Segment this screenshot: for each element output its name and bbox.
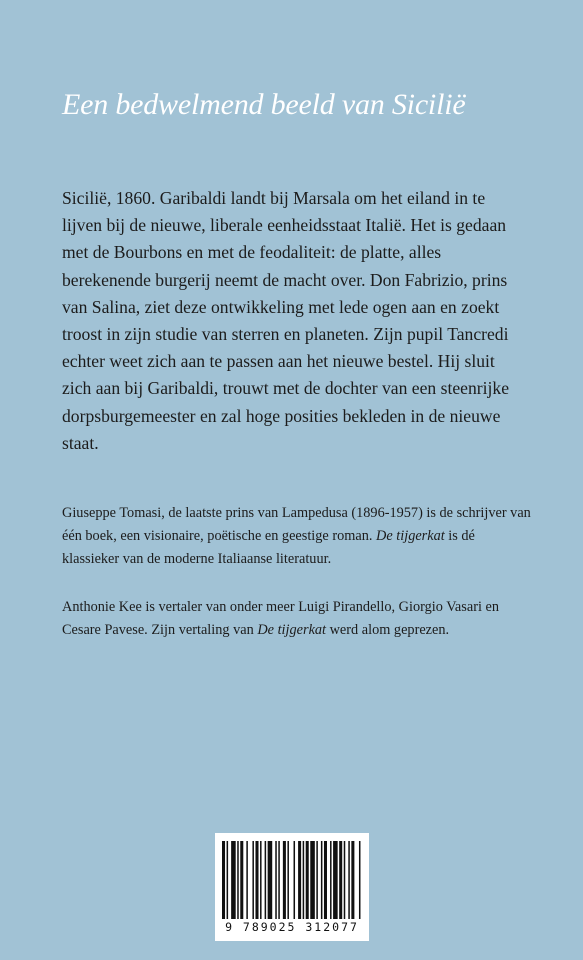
barcode-bar xyxy=(303,841,305,919)
barcode-bar xyxy=(231,841,236,919)
translator-bio xyxy=(62,596,532,642)
translator-bio-text: Anthonie Kee is vertaler van onder meer Luigi Pirandello, Giorgio Vasari en Cesare Pavese. Zijn vertaling van xyxy=(62,599,499,638)
author-bio-text-2: is dé klassieker van de moderne Italiaanse literatuur. xyxy=(62,528,475,567)
barcode-bar xyxy=(260,841,262,919)
barcode-bar xyxy=(227,841,229,919)
barcode-bar xyxy=(265,841,267,919)
isbn-number: 9 789025 312077 xyxy=(225,920,359,934)
barcode-bars-graphic xyxy=(222,841,362,919)
barcode-bar xyxy=(344,841,346,919)
barcode-bar xyxy=(310,841,315,919)
barcode-bar xyxy=(240,841,243,919)
barcode-bar xyxy=(278,841,280,919)
barcode-bar xyxy=(287,841,289,919)
barcode-bar xyxy=(268,841,273,919)
barcode-bar xyxy=(298,841,301,919)
book-title-italic: De tijgerkat xyxy=(376,528,445,544)
barcode-bar xyxy=(237,841,239,919)
translator-bio-text-2: werd alom geprezen. xyxy=(329,622,450,638)
barcode-bar xyxy=(222,841,225,919)
barcode-bar xyxy=(324,841,327,919)
barcode-bar xyxy=(333,841,338,919)
barcode-bar xyxy=(316,841,318,919)
isbn-barcode xyxy=(215,833,369,941)
barcode-bar xyxy=(348,841,350,919)
barcode-bar xyxy=(330,841,332,919)
barcode-bar xyxy=(321,841,323,919)
barcode-bar xyxy=(252,841,254,919)
book-title-italic-2: De tijgerkat xyxy=(257,622,327,638)
barcode-bar xyxy=(283,841,286,919)
barcode-bar xyxy=(339,841,342,919)
author-bio xyxy=(62,502,532,571)
barcode-bar xyxy=(351,841,354,919)
cover-title: Een bedwelmend beeld van Sicilië xyxy=(62,88,466,121)
barcode-bar xyxy=(294,841,296,919)
barcode-bar xyxy=(359,841,361,919)
author-bio-text: Giuseppe Tomasi, de laatste prins van Lampedusa (1896-1957) is de schrijver van één boek, een visionaire, poëtische en geestige roman. xyxy=(62,505,531,544)
book-summary: Sicilië, 1860. Garibaldi landt bij Marsala om het eiland in te lijven bij de nieuwe, liberale eenheidsstaat Italië. Het is gedaan met de Bourbons en met de feodaliteit: de platte, alles berekenende burgerij neemt de macht over. Don Fabrizio, prins van Salina, ziet deze ontwikkeling met lede ogen aan en zoekt troost in zijn studie van sterren en planeten. Zijn pupil Tancredi echter weet zich aan te passen aan het nieuwe bestel. Hij sluit zich aan bij Garibaldi, trouwt met de dochter van een steenrijke dorpsburgemeester en zal hoge posities bekleden in de nieuwe staat. xyxy=(62,188,509,453)
barcode-bar xyxy=(246,841,248,919)
barcode-bar xyxy=(275,841,277,919)
barcode-bar xyxy=(306,841,309,919)
barcode-bar xyxy=(255,841,258,919)
